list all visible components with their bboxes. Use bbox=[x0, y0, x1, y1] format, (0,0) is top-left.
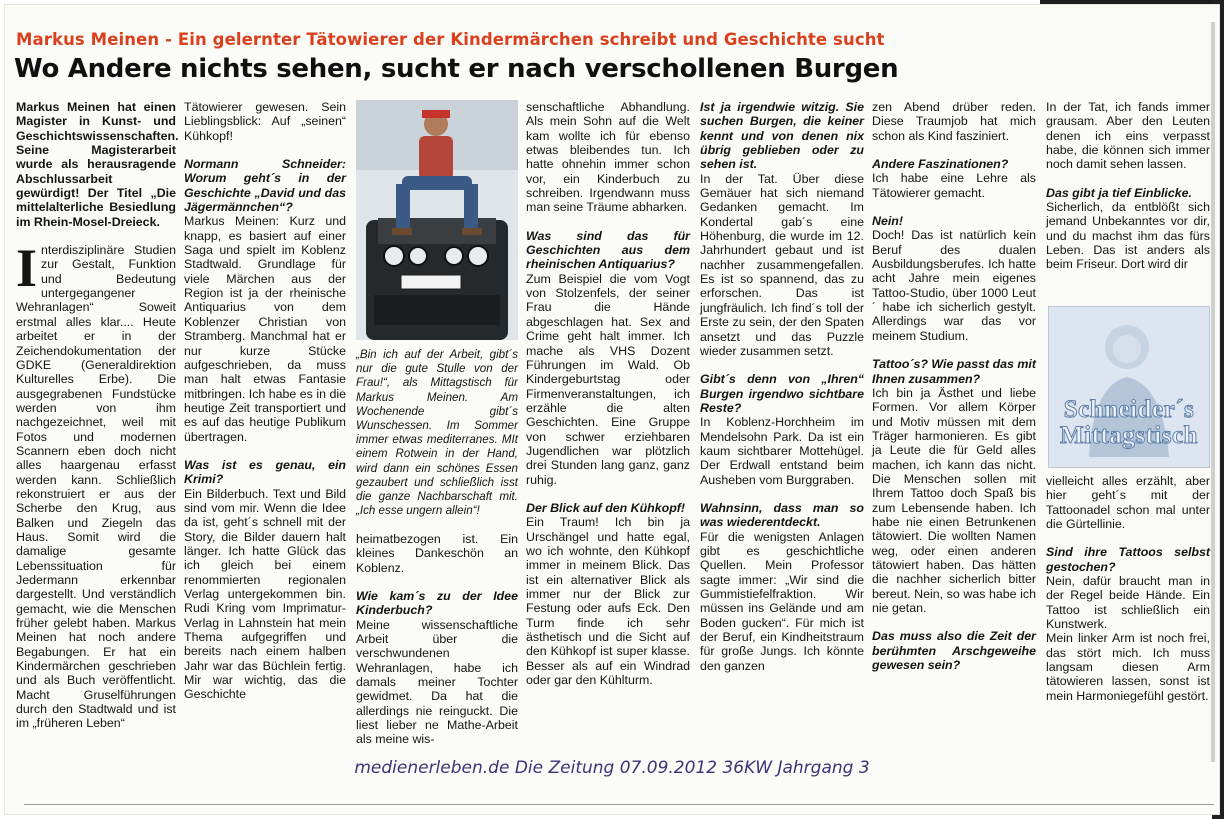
answer-text: Für die wenigsten Anlagen gibt es geschichtliche Quellen. Mein Professor sagte immer: „Wir sind die Gummistiefelfraktion. Wir müssen ins Gelände und am Boden gucken“. Für mich ist der Beruf, ein Kindheitstraum für große Jungs. Ich könnte den ganzen bbox=[700, 529, 864, 673]
column-3-text bbox=[356, 532, 518, 747]
drop-cap: I bbox=[16, 238, 38, 299]
question-text: Das muss also die Zeit der berühmten Arschgeweihe gewesen sein? bbox=[872, 629, 1036, 673]
answer-text: zen Abend drüber reden. Diese Traumjob hat mich schon als Kind fasziniert. bbox=[872, 100, 1036, 143]
question-text: Wahnsinn, dass man so was wiederentdeckt. bbox=[700, 500, 864, 530]
answer-text: In Koblenz-Horchheim im Mendelsohn Park. Da ist ein kaum sichtbarer Mottehügel. Der Erdwall entstand beim Ausheben vom Burggraben. bbox=[700, 415, 864, 487]
answer-text: Meine wissenschaftliche Arbeit über die verschwundenen Wehranlagen, habe ich damals meiner Tochter gewidmet. Da hat die allerdings nie reinguckt. Die liest lieber ne Mathe-Arbeit als meine wis- bbox=[356, 617, 518, 747]
answer-text: Mein linker Arm ist noch frei, das stört mich. Ich muss langsam diesen Arm tätowieren lassen, sonst ist mein Harmoniegefühl gestört. bbox=[1046, 631, 1210, 703]
newspaper-page bbox=[4, 4, 1220, 815]
question-text: Normann Schneider: Worum geht´s in der Geschichte „David und das Jägermännchen“? bbox=[184, 157, 346, 215]
answer-text: Markus Meinen: Kurz und knapp, es basiert auf einer Saga und spielt im Koblenz Stadtwald. Grundlage für viele Märchen aus der Region ist ja der rheinische Antiquarius von dem Koblenzer Christian von Stramberg. Manchmal hat er nur kurze Stücke aufgeschrieben, da muss man halt etwas Fantasie mitbringen. Ich habe es in die heutige Zeit transportiert und es auf das heutige Publikum übertragen. bbox=[184, 214, 346, 444]
question-text: Was sind das für Geschichten aus dem rheinischen Antiquarius? bbox=[526, 228, 690, 272]
question-text: Sind ihre Tattoos selbst gestochen? bbox=[1046, 545, 1210, 574]
question-text: Andere Faszinationen? bbox=[872, 157, 1009, 172]
column-2 bbox=[184, 100, 346, 702]
answer-text: In der Tat, ich fands immer grausam. Aber den Leuten denen ich eins verpasst habe, die können sich immer noch damit sehen lassen. bbox=[1046, 100, 1210, 172]
scan-strip bbox=[1211, 22, 1215, 762]
answer-text: Zum Beispiel die vom Vogt von Stolzenfels, der seiner Frau die Hände abgeschlagen hat. Sex and Crime geht halt immer. Ich mache als VHS Dozent Führungen im Wald. Ob Kindergeburtstag oder Firmenveranstaltungen, ich erzähle die alten Geschichten. Eine Gruppe von schwer erziehbaren Jugendlichen war plötzlich drei Stunden lang ganz, ganz ruhig. bbox=[526, 271, 690, 487]
bottom-rule bbox=[24, 804, 1214, 805]
logo-text: Schneider´s Mittagstisch bbox=[1060, 396, 1198, 449]
answer-text: heimatbezogen ist. Ein kleines Dankeschön an Koblenz. bbox=[356, 532, 518, 575]
answer-text: senschaftliche Abhandlung. Als mein Sohn auf die Welt kam wollte ich für ebenso etwas bleibendes tun. Ich hatte ohnehin immer schon vor, ein Kinderbuch zu schreiben. Irgendwann muss man seine Träume abharken. bbox=[526, 100, 690, 215]
column-7 bbox=[1046, 100, 1210, 272]
column-1 bbox=[16, 100, 179, 731]
column-logo bbox=[1048, 306, 1210, 468]
article-headline: Wo Andere nichts sehen, sucht er nach verschollenen Burgen bbox=[14, 54, 899, 84]
body-paragraph bbox=[16, 238, 176, 731]
answer-text: vielleicht alles erzählt, aber hier geht´s mit der Tattoonadel schon mal unter die Gürtellinie. bbox=[1046, 474, 1210, 532]
photo-caption: „Bin ich auf der Arbeit, gibt´s nur die gute Stulle von der Frau!“, als Mittagstisch für Markus Meinen. Am Wochenende gibt´s Wunschessen. Im Sommer immer etwas mediterranes. MIt einem Rotwein in der Hand, wird dann ein schönes Essen gezaubert und schließlich isst die ganze Nachbarschaft mit. „Ich esse ungern allein“! bbox=[356, 348, 518, 518]
column-5 bbox=[700, 100, 864, 673]
question-text: Tattoo´s? Wie passt das mit Ihnen zusammen? bbox=[872, 357, 1036, 386]
answer-text: Nein, dafür braucht man in der Regel beide Hände. Ein Tattoo ist schließlich ein Kunstwerk. bbox=[1046, 574, 1210, 632]
question-text: Wie kam´s zu der Idee Kinderbuch? bbox=[356, 589, 518, 618]
answer-text: Ein Bilderbuch. Text und Bild sind vom mir. Wenn die Idee da ist, geht´s schnell mit der Story, die Bilder dauern halt länger. Ich hatte Glück das ich gleich bei einem renommierten regionalen Verlag untergekommen bin. Rudi Kring vom Imprimatur-Verlag in Lahnstein hat mein Thema aufgegriffen und bereits nach einem halben Jahr war das Büchlein fertig. Mir war wichtig, das die Geschichte bbox=[184, 486, 346, 702]
column-7-lower bbox=[1046, 474, 1210, 703]
question-text: Nein! bbox=[872, 214, 903, 229]
question-text: Was ist es genau, ein Krimi? bbox=[184, 457, 346, 487]
answer-text: In der Tat. Über diese Gemäuer hat sich niemand Gedanken gemacht. Im Kondertal gab´s eine Höhenburg, die wurde im 12. Jahrhundert gebaut und ist nachher zusammengefallen. Es ist so spannend, das zu erforschen. Das ist jungfräulich. Ich find´s toll der Erste zu sein, der den Spaten ansetzt und das Puzzle wieder zusammen setzt. bbox=[700, 171, 864, 358]
portrait-photo bbox=[356, 100, 518, 340]
column-6 bbox=[872, 100, 1036, 672]
article-kicker: Markus Meinen - Ein gelernter Tätowierer der Kindermärchen schreibt und Geschichte sucht bbox=[16, 30, 885, 49]
source-footer: medienerleben.de Die Zeitung 07.09.2012 36KW Jahrgang 3 bbox=[354, 758, 870, 778]
answer-text: Ich bin ja Ästhet und liebe Formen. Vor allem Körper und Motiv müssen mit dem Träger harmonieren. Es gibt ja Leute die für Geld alles machen, ich kann das nicht. Die Menschen sollen mit Ihrem Tattoo doch Spaß bis zum Lebensende haben. Ich habe nie einen Betrunkenen tätowiert. Die wollten Namen weg, oder einen anderen tätowiert haben. Das hätten die nachher sicherlich bitter bereut. Nein, so was habe ich nie getan. bbox=[872, 385, 1036, 615]
question-text: Der Blick auf den Kühkopf! bbox=[526, 500, 686, 515]
answer-text: Tätowierer gewesen. Sein Lieblingsblick: Auf „seinen“ Kühkopf! bbox=[184, 100, 346, 143]
body-text: nterdisziplinäre Studien zur Gestalt, Funktion und Bedeutung untergegangener Wehranlagen“ Soweit erstmal alles klar.... Heute arbeitet er in der Zeichendokumentation der GDKE (Generaldirektion Kulturelles Erbe). Die ausgegrabenen Fundstücke werden von ihm nachgezeichnet, weil mit Fotos und modernen Scannern eben doch nicht alles haargenau erfasst werden kann. Schließlich rekonstruiert er aus der Scherbe den Krug, aus Balken und Ziegeln das Haus. Somit wird die damalige gesamte Lebenssituation für Jedermann erkennbar dargestellt. Und verständlich gemacht, wie die Menschen früher gelebt haben. Markus Meinen hat noch andere Begabungen. Er hat ein Kindermärchen geschrieben und als Buch veröffentlicht. Macht Gruselführungen durch den Stadtwald und ist im „früheren Leben“ bbox=[16, 243, 176, 731]
answer-text: Ein Traum! Ich bin ja Urschängel und hatte egal, wo ich wohnte, den Kühkopf immer in meinem Blick. Das ist ein alternativer Blick als immer nur der Blick zur Festung oder aufs Eck. Den Turm finde ich sehr ästhetisch und die Sicht auf den Kühkopf ist super klasse. Besser als auf ein Windrad oder gar den Kühlturm. bbox=[526, 515, 690, 688]
answer-text: Sicherlich, da entblößt sich jemand Unbekanntes vor dir, und du machst ihm das fürs Leben. Das ist anders als beim Friseur. Dort wird dir bbox=[1046, 200, 1210, 272]
answer-text: Ich habe eine Lehre als Tätowierer gemacht. bbox=[872, 171, 1036, 200]
photo-illustration bbox=[356, 100, 518, 340]
question-text: Ist ja irgendwie witzig. Sie suchen Burgen, die keiner kennt und von denen nix übrig geblieben oder zu sehen ist. bbox=[700, 100, 864, 172]
question-text: Gibt´s denn von „Ihren“ Burgen irgendwo sichtbare Reste? bbox=[700, 372, 864, 415]
lead-paragraph: Markus Meinen hat einen Magister in Kunst- und Geschichtswissenschaften. Seine Magisterarbeit wurde als herausragende Abschlussarbeit gewürdigt! Der Titel „Die mittelalterliche Besiedlung im Rhein-Mosel-Dreieck. bbox=[16, 100, 179, 229]
answer-text: Doch! Das ist natürlich kein Beruf des dualen Ausbildungsberufes. Ich hatte acht Jahre mein eigenes Tattoo-Studio, über 1000 Leut´ habe ich sicherlich gestylt. Allerdings war das vor meinem Studium. bbox=[872, 228, 1036, 343]
question-text: Das gibt ja tief Einblicke. bbox=[1046, 185, 1192, 200]
column-4 bbox=[526, 100, 690, 687]
